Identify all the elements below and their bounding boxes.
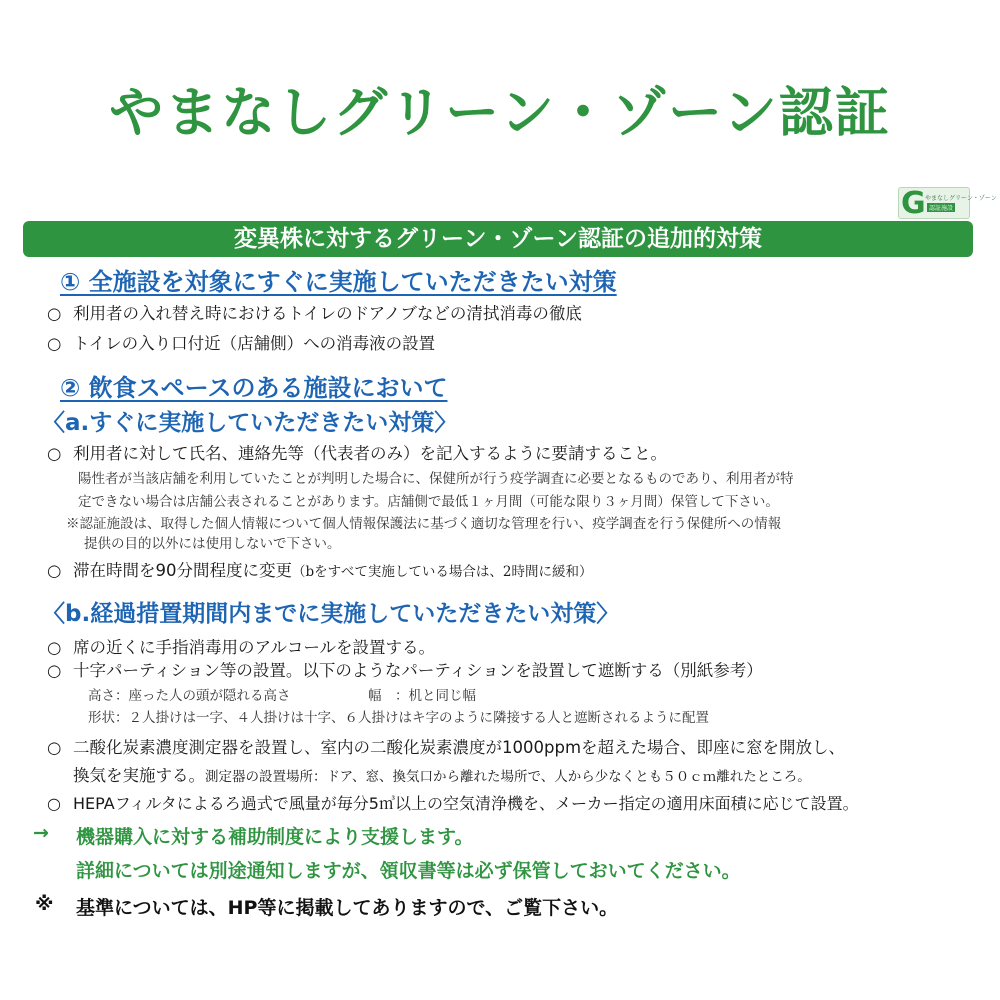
circle-bullet-icon: ○: [47, 304, 62, 323]
support-text: 機器購入に対する補助制度により支援します。: [76, 826, 474, 848]
partition-shape: 形状：２人掛けは一字、４人掛けは十字、６人掛けはキ字のように隣接する人と遮断されるように配置: [88, 710, 709, 726]
list-item: ○ 滞在時間を90分間程度に変更（bをすべて実施している場合は、2時間に緩和）: [47, 561, 593, 580]
list-item: ○ 二酸化炭素濃度測定器を設置し、室内の二酸化炭素濃度が1000ppmを超えた場合、即座に窓を開放し、: [47, 738, 846, 757]
list-item: ○ HEPAフィルタによるろ過式で風量が毎分5㎥以上の空気清浄機を、メーカー指定の適用床面積に応じて設置。: [47, 794, 859, 813]
list-item-continued: 換気を実施する。測定器の設置場所：ドア、窓、換気口から離れた場所で、人から少なくとも５０ｃｍ離れたところ。: [73, 766, 811, 785]
arrow-icon: →: [33, 822, 49, 844]
note-text: 定できない場合は店舗公表されることがあります。店舗側で最低１ヶ月間（可能な限り３ヶ月間）保管して下さい。: [78, 494, 779, 510]
circle-bullet-icon: ○: [47, 444, 62, 463]
circle-bullet-icon: ○: [47, 334, 62, 353]
list-item: ○ トイレの入り口付近（店舗側）への消毒液の設置: [47, 334, 436, 353]
privacy-note: 提供の目的以外には使用しないで下さい。: [84, 536, 341, 552]
section2-heading: ② 飲食スペースのある施設において: [60, 374, 448, 402]
reference-mark-icon: ※: [35, 893, 54, 915]
logo-text: やまなしグリーン・ゾーン: [925, 195, 997, 202]
subsection-a-heading: 〈a.すぐに実施していただきたい対策〉: [42, 410, 458, 436]
subsection-b-heading: 〈b.経過措置期間内までに実施していただきたい対策〉: [42, 601, 620, 627]
privacy-note: ※認証施設は、取得した個人情報について個人情報保護法に基づく適切な管理を行い、疫学調査を行う保健所への情報: [66, 516, 782, 532]
circle-bullet-icon: ○: [47, 794, 61, 813]
support-detail: 詳細については別途通知しますが、領収書等は必ず保管しておいてください。: [76, 860, 741, 882]
circle-bullet-icon: ○: [47, 661, 62, 680]
list-item: ○ 利用者に対して氏名、連絡先等（代表者のみ）を記入するように要請すること。: [47, 444, 667, 463]
circle-bullet-icon: ○: [47, 561, 62, 580]
logo-badge: 認証施設: [929, 205, 954, 212]
list-item: ○ 席の近くに手指消毒用のアルコールを設置する。: [47, 638, 436, 657]
section-banner: 変異株に対するグリーン・ゾーン認証の追加的対策: [23, 221, 973, 257]
page-title: やまなしグリーン・ゾーン認証: [109, 81, 891, 144]
partition-width: 幅 ：机と同じ幅: [368, 688, 476, 704]
circle-bullet-icon: ○: [47, 638, 62, 657]
list-item: ○ 十字パーティション等の設置。以下のようなパーティションを設置して遮断する（別紙参考）: [47, 661, 763, 680]
partition-height: 高さ：座った人の頭が隠れる高さ: [88, 688, 291, 704]
footer-note: 基準については、HP等に掲載してありますので、ご覧下さい。: [76, 897, 619, 919]
section1-heading: ① 全施設を対象にすぐに実施していただきたい対策: [60, 268, 617, 296]
note-text: 陽性者が当該店舗を利用していたことが判明した場合に、保健所が行う疫学調査に必要となるものであり、利用者が特: [78, 471, 794, 487]
green-zone-logo: [898, 186, 997, 221]
circle-bullet-icon: ○: [47, 738, 62, 757]
list-item: ○ 利用者の入れ替え時におけるトイレのドアノブなどの清拭消毒の徹底: [47, 304, 582, 323]
logo-g-icon: G: [901, 186, 926, 221]
